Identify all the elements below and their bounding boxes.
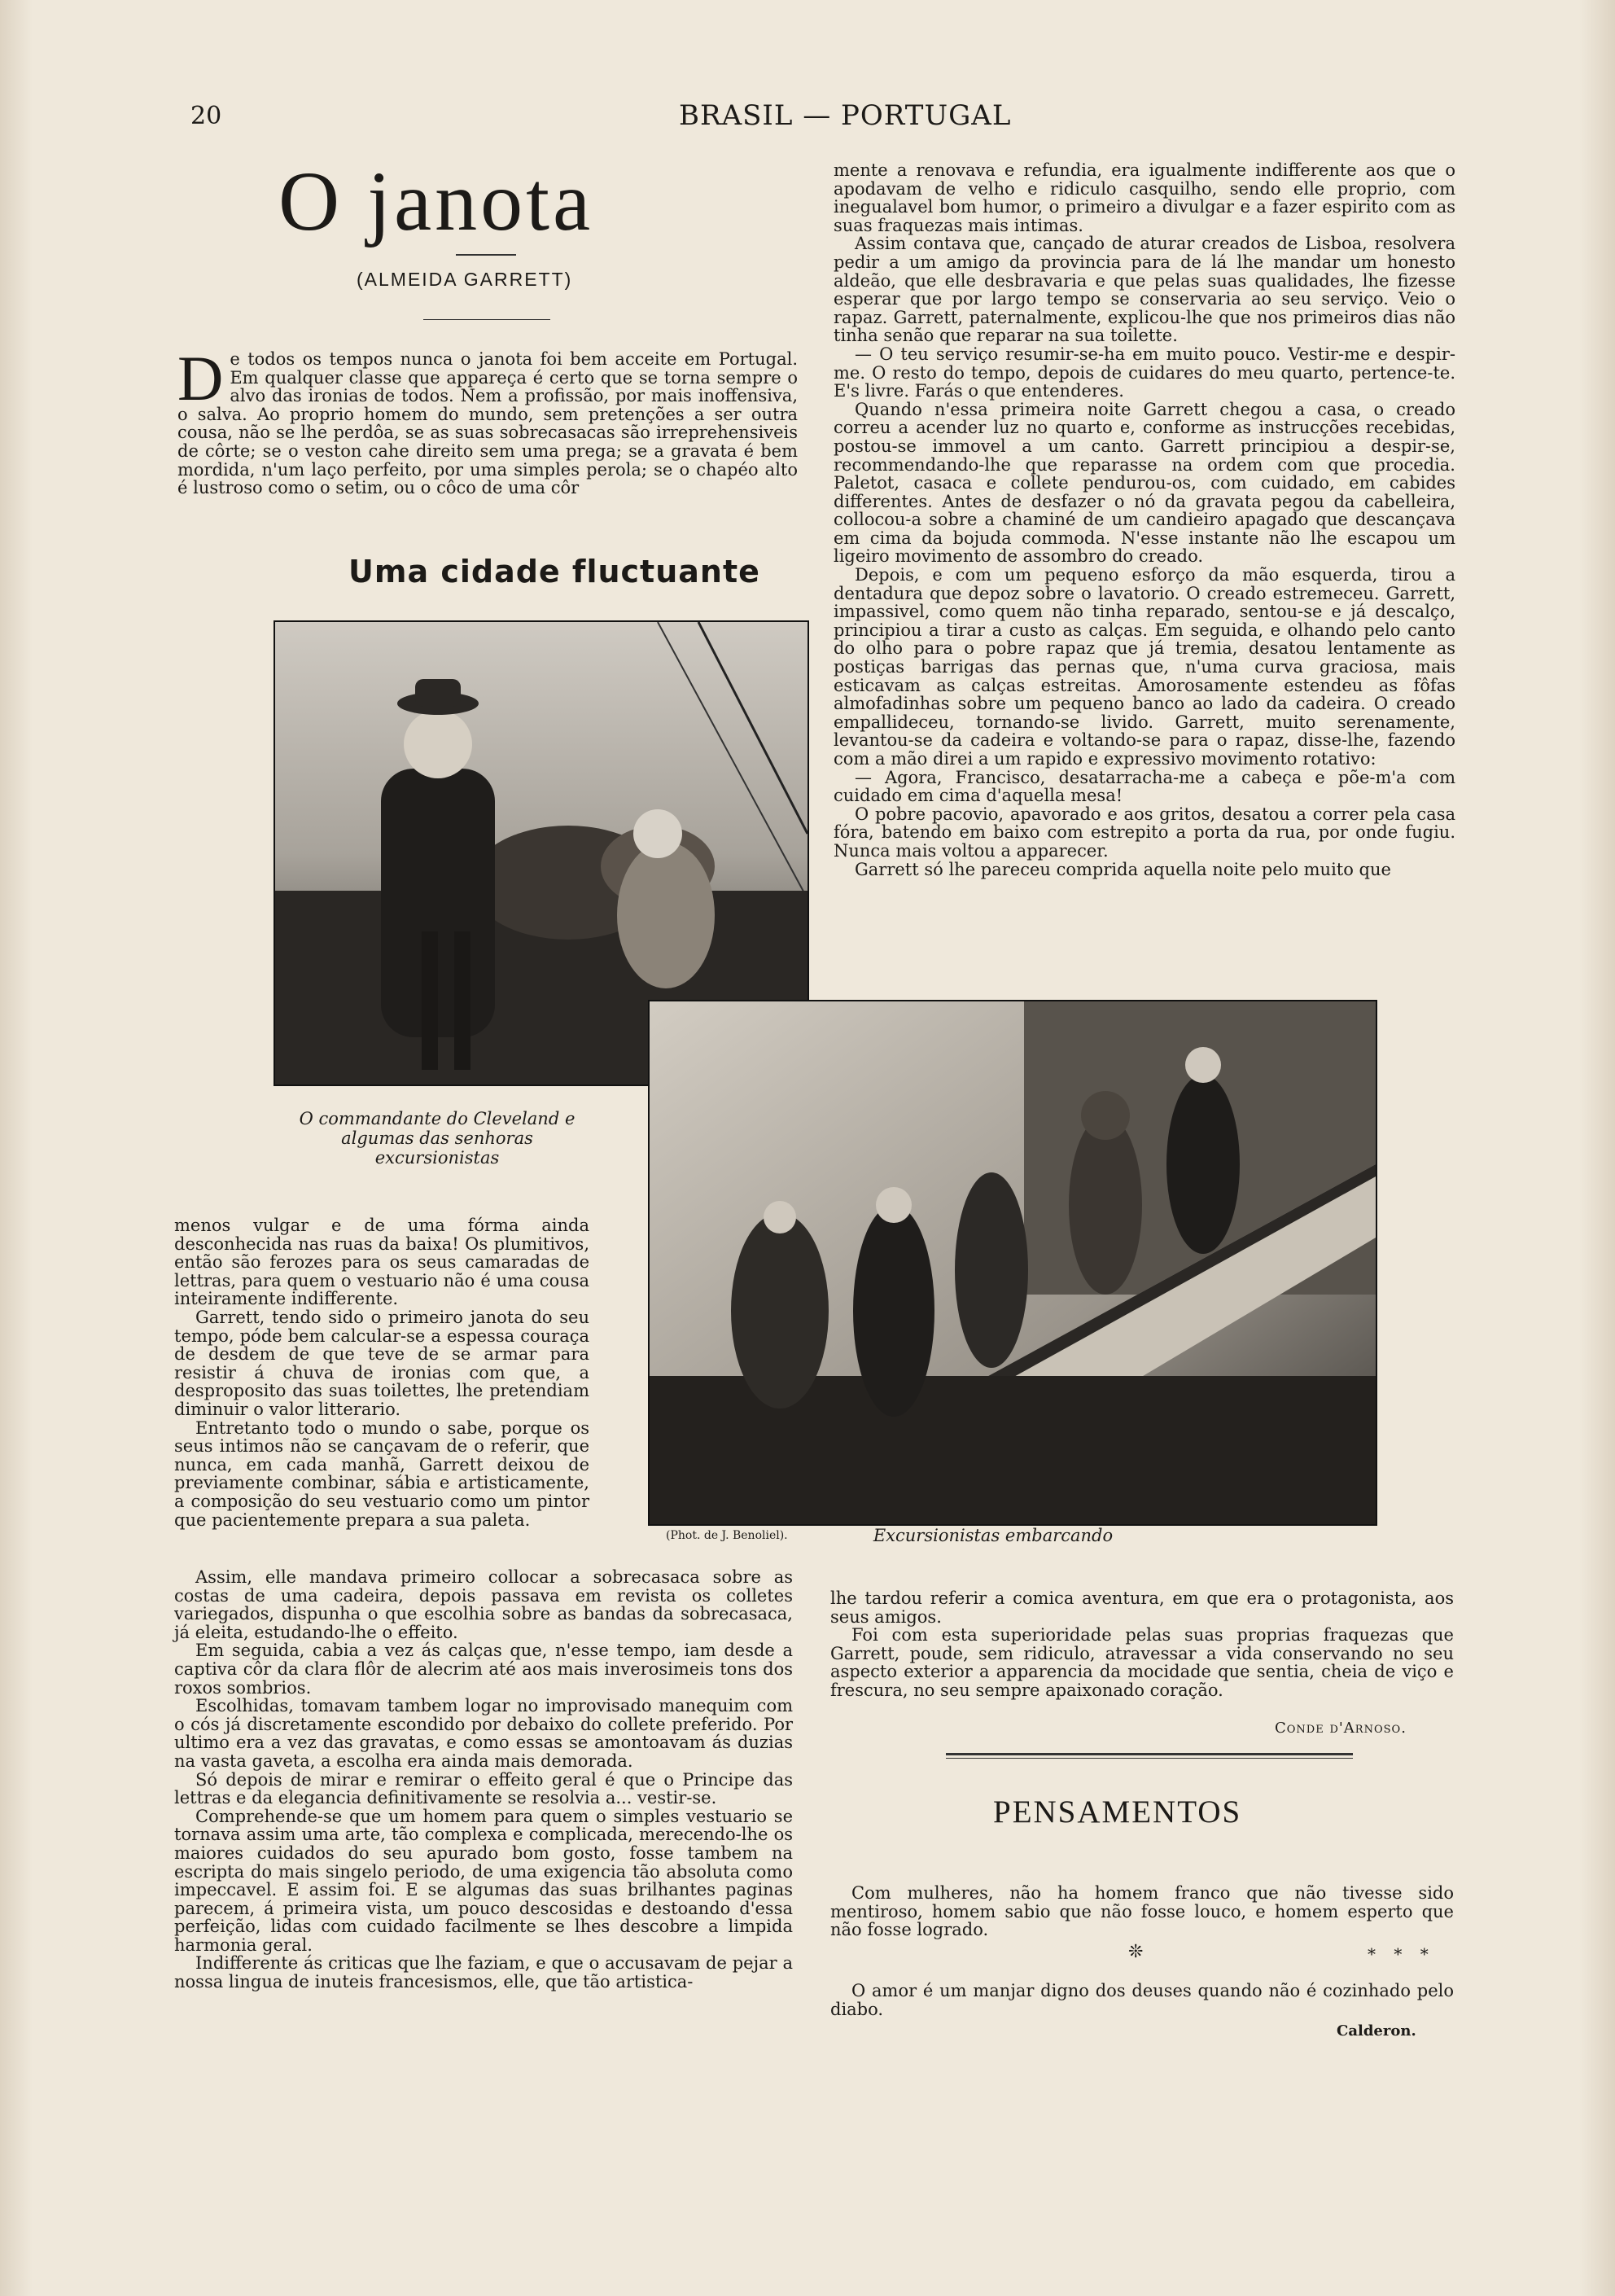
quote-attribution: Calderon. [1337, 2022, 1416, 2040]
section-divider-thin [946, 1758, 1353, 1759]
pensamentos-quote-1 [830, 1884, 1454, 1939]
article-paragraph: Garrett só lhe pareceu comprida aquella noite pelo muito que [855, 859, 1391, 879]
article-title: O janota [278, 155, 594, 248]
quote-text: Com mulheres, não ha homem franco que não tivesse sido mentiroso, homem sabio que não fosse louco, e homem esperto que não fosse logrado. [830, 1883, 1454, 1940]
article-paragraph: mente a renovava e refundia, era igualmente indifferente aos que o apodavam de velho e ridiculo casquilho, sendo elle proprio, com inegualavel bom humor, o primeiro a divulgar e a fazer espirito com as suas fraquezas mais intimas. [834, 160, 1455, 235]
article-signature: Conde d'Arnoso. [1275, 1720, 1407, 1737]
intro-text: e todos os tempos nunca o janota foi bem acceite em Portugal. Em qualquer classe que appareça é certo que se torna sempre o alvo das ironias de todos. Nem a profissão, por mais inoffensiva, o salva. Ao proprio homem do mundo, sem pretenções a ser outra cousa, não se lhe perdôa, se as suas sobrecasacas são irreprehensiveis de côrte; se o veston cahe direito sem uma prega; se a gravata é bem mordida, n'um laço perfeito, por uma simples perola; se o chapéo alto é lustroso como o setim, ou o côco de uma côr [177, 349, 798, 498]
article-paragraph: Depois, e com um pequeno esforço da mão esquerda, tirou a dentadura que depoz sobre o lavatorio. O creado estremeceu. Garrett, impassivel, como quem não tinha reparado, sentou-se e já descalço, principiou a tirar a custo as calças. Em seguida, e olhando pelo canto do olho para o pobre rapaz que já tremia, desatou lentamente as postiças barrigas das pernas que, n'uma curva graciosa, mais esticavam as calças estreitas. Amorosamente estendeu as fôfas almofadinhas sobre um pequeno banco ao lado da cadeira. O creado empallideceu, tornando-se livido. Garrett, muito serenamente, levantou-se da cadeira e voltando-se para o rapaz, disse-lhe, fazendo com a mão direi a um rapido e expressivo movimento rotativo: [834, 565, 1455, 769]
article-right-column [834, 161, 1455, 879]
article-paragraph: Escolhidas, tomavam tambem logar no improvisado manequim com o cós já discretamente escondido por debaixo do collete preferido. Por ultimo era a vez das gravatas, e como essas se amontoavam ás duzias na vasta gaveta, a escolha era ainda mais demorada. [174, 1696, 793, 1771]
running-title: BRASIL — PORTUGAL [679, 99, 1012, 132]
title-rule [456, 254, 516, 256]
section-divider [946, 1753, 1353, 1755]
article-paragraph: O pobre pacovio, apavorado e aos gritos, desatou a correr pela casa fóra, batendo em baixo com estrepito a porta da rua, por onde fugiu. Nunca mais voltou a apparecer. [834, 804, 1455, 861]
pensamentos-heading: PENSAMENTOS [993, 1794, 1242, 1829]
article-paragraph: Indifferente ás criticas que lhe faziam, e que o accusavam de pejar a nossa lingua de inuteis francesismos, elle, que tão artistica- [174, 1953, 793, 1992]
article-paragraph: Em seguida, cabia a vez ás calças que, n'esse tempo, iam desde a captiva côr da clara flôr de alecrim até aos mais inverosimeis tons dos roxos sombrios. [174, 1641, 793, 1698]
photo-section-heading: Uma cidade fluctuante [348, 554, 760, 589]
article-paragraph: — O teu serviço resumir-se-ha em muito pouco. Vestir-me e despir-me. O resto do tempo, depois de cuidares do meu quarto, pertence-te. E's livre. Farás o que entenderes. [834, 344, 1455, 401]
article-bottom-right-column [830, 1589, 1454, 1700]
section-stars: * * * [1368, 1944, 1435, 1964]
photo-caption-commander: O commandante do Cleveland e algumas das senhoras excursionistas [299, 1109, 576, 1168]
photo-credit: (Phot. de J. Benoliel). [666, 1529, 788, 1542]
article-paragraph: — Agora, Francisco, desatarracha-me a cabeça e põe-m'a com cuidado em cima d'aquella mesa! [834, 767, 1455, 806]
drop-cap: D [177, 343, 224, 414]
photo-boarding [648, 1000, 1377, 1526]
article-bottom-left-column [174, 1568, 793, 1991]
intro-paragraph [177, 343, 798, 498]
quote-text: O amor é um manjar digno dos deuses quando não é cozinhado pelo diabo. [830, 1981, 1454, 2019]
article-paragraph: Quando n'essa primeira noite Garrett chegou a casa, o creado correu a acender luz no quarto e, conforme as instrucções recebidas, postou-se immovel a um canto. Garrett principiou a despir-se, recommendando-lhe que reparasse na ordem com que procedia. Paletot, casaca e collete pendurou-os, com cuidado, em cabides differentes. Antes de desfazer o nó da gravata pegou da cabelleira, collocou-a sobre a chaminé de um candieiro apagado que descançava em cima da bojuda commoda. N'esse instante não lhe escapou um ligeiro movimento de assombro do creado. [834, 399, 1455, 567]
photo-boarding-image [650, 1001, 1376, 1524]
article-paragraph: Entretanto todo o mundo o sabe, porque os seus intimos não se cançavam de o referir, que nunca, em cada manhã, Garrett deixou de previamente combinar, sábia e artisticamente, a composição do seu vestuario como um pintor que pacientemente prepara a sua paleta. [174, 1417, 589, 1530]
pensamentos-quote-2 [830, 1982, 1454, 2018]
article-author: (ALMEIDA GARRETT) [357, 269, 573, 290]
article-mid-left-column [174, 1216, 589, 1529]
article-paragraph: Comprehende-se que um homem para quem o simples vestuario se tornava assim uma arte, tão complexa e complicada, merecendo-lhe os maiores cuidados do seu apurado bom gosto, fosse tambem na escripta do mais singelo periodo, de uma exigencia tão absoluta como impeccavel. E assim foi. E se algumas das suas brilhantes paginas parecem, á primeira vista, um pouco descosidas e destoando d'essa perfeição, lidas com cuidado facilmente se lhes descobre a limpida harmonia geral. [174, 1806, 793, 1955]
photo-caption-boarding: Excursionistas embarcando [873, 1526, 1114, 1545]
article-paragraph: Assim contava que, cançado de aturar creados de Lisboa, resolvera pedir a um amigo da provincia para de lá lhe mandar um honesto aldeão, que elle desbravaria e que pelas suas qualidades, lhe fizesse esperar que por largo tempo se conservaria ao seu serviço. Veio o rapaz. Garrett, paternalmente, explicou-lhe que nos primeiros dias não tinha senão que reparar na sua toilette. [834, 234, 1455, 346]
article-paragraph: lhe tardou referir a comica aventura, em que era o protagonista, aos seus amigos. [830, 1588, 1454, 1627]
article-paragraph: Garrett, tendo sido o primeiro janota do seu tempo, póde bem calcular-se a espessa couraça de desdem de que teve de se armar para resistir á chuva de ironias com que, a desproposito das suas toilettes, lhe pretendiam diminuir o valor litterario. [174, 1307, 589, 1419]
author-rule [423, 319, 550, 320]
article-paragraph: Foi com esta superioridade pelas suas proprias fraquezas que Garrett, poude, sem ridiculo, atravessar a vida conservando no seu aspecto exterior a apparencia da mocidade que sentia, cheia de viço e frescura, no seu sempre apaixonado coração. [830, 1625, 1454, 1700]
page-number: 20 [190, 102, 222, 130]
ornament-icon: ❊ [1128, 1942, 1144, 1962]
article-paragraph: Só depois de mirar e remirar o effeito geral é que o Principe das lettras e da elegancia definitivamente se resolvia a... vestir-se. [174, 1769, 793, 1808]
article-paragraph: menos vulgar e de uma fórma ainda desconhecida nas ruas da baixa! Os plumitivos, então são ferozes para os seus camaradas de lettras, para quem o vestuario não é uma cousa inteiramente indifferente. [174, 1216, 589, 1309]
article-paragraph: Assim, elle mandava primeiro collocar a sobrecasaca sobre as costas de uma cadeira, depois passava em revista os colletes variegados, dispunha o que escolhia sobre as bandas da sobrecasaca, já eleita, estudando-lhe o effeito. [174, 1567, 793, 1642]
